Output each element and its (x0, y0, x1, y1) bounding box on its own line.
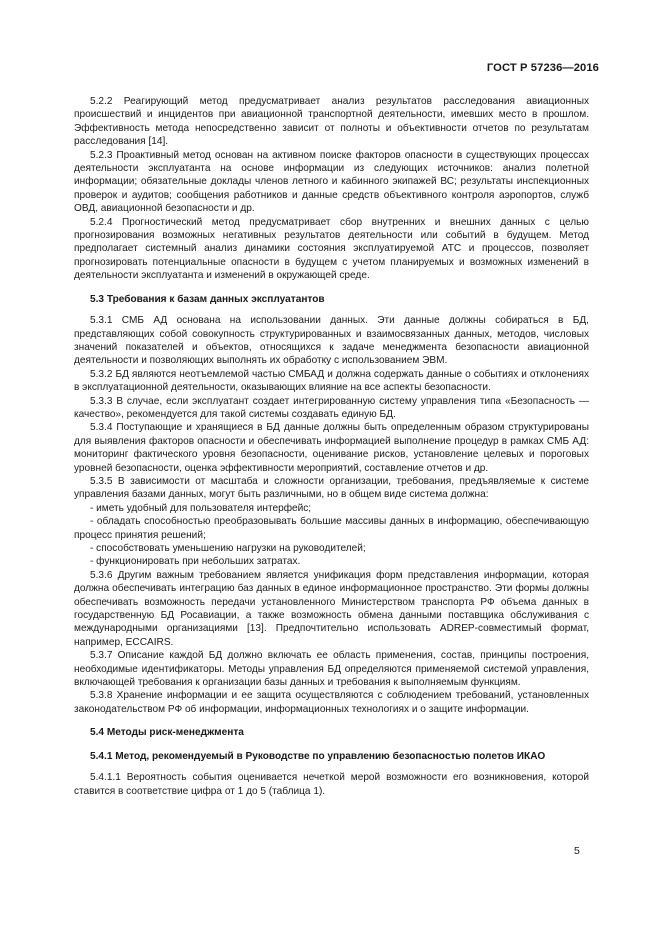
document-code: ГОСТ Р 57236—2016 (486, 62, 599, 74)
paragraph-5-3-5: 5.3.5 В зависимости от масштаба и сложности организации, требования, предъявляемые к системе управления базами данных, могут быть различными, но в общем виде система должна: (74, 475, 589, 501)
paragraph-5-3-6: 5.3.6 Другим важным требованием является унификация форм представления информации, которая должна обеспечивать интеграцию баз данных в единое информационное пространство. Эти формы должны обеспечивать возможность передачи установленного Министерством транспорта РФ объема данных в государственную БД Росавиации, а также возможность обмена данными поставщика обслуживания с международными организациями [13]. Предпочтительно использовать ADREP-совместимый формат, например, ECCAIRS. (74, 569, 589, 648)
paragraph-5-3-1: 5.3.1 СМБ АД основана на использовании данных. Эти данные должны собираться в БД, представляющих собой совокупность структурированных и взаимосвязанных данных, методов, числовых значений показателей и объектов, относящихся к задаче менеджмента безопасности авиационной деятельности и позволяющих выполнять их обработку с использованием ЭВМ. (74, 315, 589, 367)
paragraph-5-2-2: 5.2.2 Реагирующий метод предусматривает анализ результатов расследования авиационных происшествий и инцидентов при авиационной транспортной деятельности, имевших место в прошлом. Эффективность метода непосредственно зависит от полноты и объективности отчетов по результатам расследования [14]. (74, 96, 589, 148)
paragraph-5-3-8: 5.3.8 Хранение информации и ее защита осуществляются с соблюдением требований, установленных законодательством РФ об информации, информационных технологиях и о защите информации. (74, 690, 589, 715)
paragraph-5-3-2: 5.3.2 БД являются неотъемлемой частью СМБАД и должна содержать данные о событиях и отклонениях в эксплуатационной деятельности, оказывающих влияние на все аспекты безопасности. (74, 368, 589, 394)
paragraph-5-3-3: 5.3.3 В случае, если эксплуатант создает интегрированную систему управления типа «Безопасность — качество», рекомендуется для такой системы создавать единую БД. (74, 395, 589, 420)
paragraph-5-4-1-1: 5.4.1.1 Вероятность события оценивается нечеткой мерой возможности его возникновения, которой ставится в соответствие цифра от 1 до 5 (таблица 1). (74, 772, 589, 797)
paragraph-5-2-4: 5.2.4 Прогностический метод предусматривает сбор внутренних и внешних данных с целью прогнозирования возможных негативных результатов деятельности или событий в будущем. Метод предполагает системный анализ динамики состояния эксплуатируемой АТС и процессов, позволяет прогнозировать потенциальные опасности в будущем с учетом планируемых и возможных изменений в деятельности эксплуатанта и изменений в окружающей среде. (74, 216, 589, 282)
page-number: 5 (574, 845, 580, 857)
paragraph-5-3-4: 5.3.4 Поступающие и хранящиеся в БД данные должны быть определенным образом структурированы для выявления факторов опасности и обеспечивать информацией выполнение процедур в рамках СМБ АД: мониторинг фактического уровня безопасности, оценивание рисков, установление целевых и пороговых уровней безопасности, оценка эффективности мероприятий, составление отчетов и др. (74, 422, 589, 474)
subsection-heading-5-4-1: 5.4.1 Метод, рекомендуемый в Руководстве по управлению безопасностью полетов ИКАО (90, 750, 546, 762)
list-item: - иметь удобный для пользователя интерфейс; (90, 502, 312, 514)
section-heading-5-4: 5.4 Методы риск-менеджмента (90, 727, 244, 739)
paragraph-5-3-7: 5.3.7 Описание каждой БД должно включать ее область применения, состав, принципы построения, необходимые идентификаторы. Методы управления БД определяются применяемой системой управления, включающей требования к организации базы данных и требования к выполняемым функциям. (74, 650, 589, 689)
paragraph-5-2-3: 5.2.3 Проактивный метод основан на активном поиске факторов опасности в существующих процессах деятельности эксплуатанта на основе информации из следующих источников: анализ полетной информации; обязательные доклады членов летного и кабинного экипажей ВС; результаты инспекционных проверок и аудитов; сообщения работников и данные средств объективного контроля аэропортов, служб ОВД, авиационной безопасности и др. (74, 149, 589, 215)
list-item: - обладать способностью преобразовывать большие массивы данных в информацию, обеспечивающую процесс принятия решений; (74, 516, 589, 541)
list-item: - способствовать уменьшению нагрузки на руководителей; (90, 543, 366, 554)
section-heading-5-3: 5.3 Требования к базам данных эксплуатантов (90, 293, 325, 305)
list-item: - функционировать при небольших затратах. (90, 556, 301, 568)
document-body (74, 95, 589, 798)
